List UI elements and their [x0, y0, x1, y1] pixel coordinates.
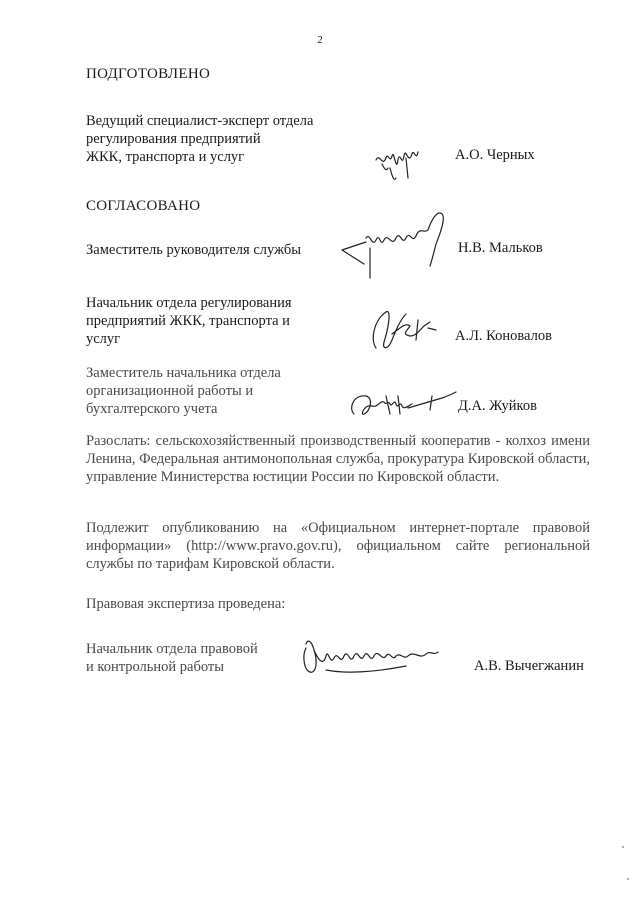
position-line: услуг: [86, 331, 121, 347]
position-line: Заместитель руководителя службы: [86, 242, 302, 258]
legal-review-name: А.В. Вычегжанин: [474, 658, 584, 674]
agreed-position-1: [86, 241, 301, 259]
position-line: предприятий ЖКК, транспорта и: [86, 313, 290, 329]
signature-chernykh: [372, 138, 428, 186]
signature-zhuikov: [346, 384, 458, 424]
prepared-position: [86, 112, 313, 166]
legal-review-position: [86, 640, 258, 676]
position-line: Начальник отдела регулирования: [86, 295, 292, 311]
signature-konovalov: [366, 300, 446, 356]
position-line: бухгалтерского учета: [86, 401, 218, 417]
agreed-position-2: [86, 294, 292, 348]
position-line: Заместитель начальника отдела: [86, 365, 281, 381]
signature-malkov: [336, 204, 458, 284]
prepared-heading: ПОДГОТОВЛЕНО: [86, 66, 211, 82]
prepared-name: А.О. Черных: [455, 147, 535, 163]
position-line: регулирования предприятий: [86, 131, 261, 147]
position-line: Начальник отдела правовой: [86, 641, 258, 657]
signature-vychegzhanin: [296, 634, 456, 682]
distribution-list: Разослать: сельскохозяйственный производственный кооператив - колхоз имени Ленина, Федеральная антимонопольная служба, прокуратура Кировской области, управление Министерства юстиции России по Кировской области.: [86, 433, 590, 485]
publication-note: Подлежит опубликованию на «Официальном интернет-портале правовой информации» (http://www.pravo.gov.ru), официальном сайте региональной службы по тарифам Кировской области.: [86, 520, 590, 572]
position-line: Ведущий специалист-эксперт отдела: [86, 113, 314, 129]
legal-review-statement: Правовая экспертиза проведена:: [86, 596, 286, 612]
position-line: и контрольной работы: [86, 659, 224, 675]
agreed-position-3: [86, 364, 281, 418]
scan-speck: [627, 878, 629, 880]
agreed-heading: СОГЛАСОВАНО: [86, 198, 201, 214]
position-line: организационной работы и: [86, 383, 254, 399]
position-line: ЖКК, транспорта и услуг: [86, 149, 245, 165]
page-number: 2: [317, 34, 323, 46]
agreed-name-2: А.Л. Коновалов: [455, 328, 552, 344]
agreed-name-3: Д.А. Жуйков: [458, 398, 537, 414]
agreed-name-1: Н.В. Мальков: [458, 240, 543, 256]
scan-speck: [622, 846, 624, 848]
